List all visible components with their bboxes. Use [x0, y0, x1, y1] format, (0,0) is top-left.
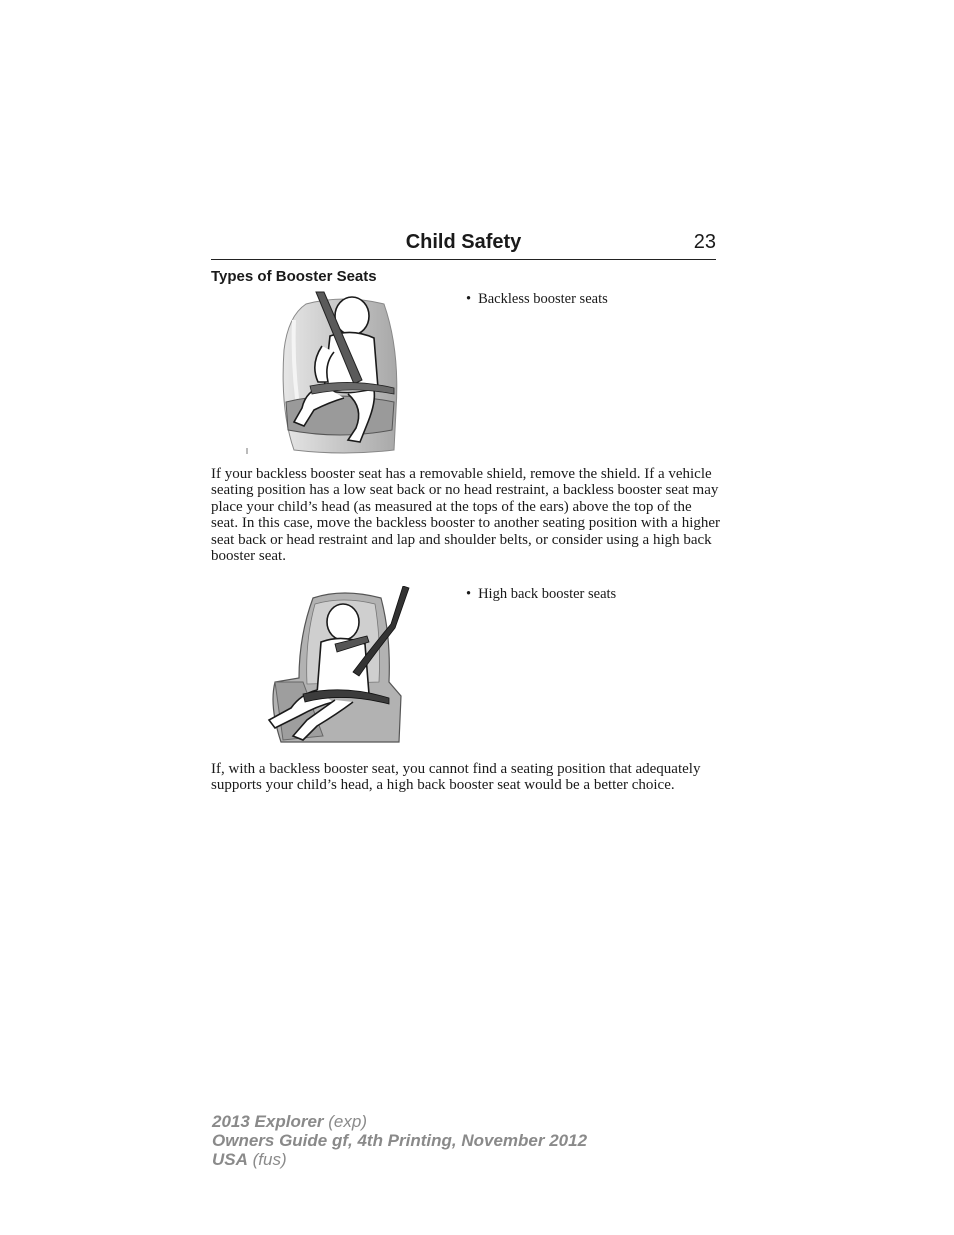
paragraph-high-back-choice: If, with a backless booster seat, you cannot find a seating position that adequately supports your child’s head, a high back booster seat would be a better choice.	[211, 761, 701, 794]
footer-model: 2013 Explorer	[212, 1112, 324, 1131]
bullet-backless-booster	[466, 291, 608, 308]
footer-guide: Owners Guide gf, 4th Printing, November 2012	[212, 1131, 588, 1150]
chapter-title: Child Safety	[405, 231, 522, 253]
bullet-text: High back booster seats	[478, 586, 617, 602]
bullet-high-back-booster	[466, 586, 616, 603]
footer-market-code: (fus)	[252, 1150, 287, 1169]
footer-model-line	[212, 1112, 587, 1131]
footer-model-code: (exp)	[328, 1112, 367, 1131]
bullet-dot: •	[466, 586, 472, 602]
footer-market-line	[212, 1150, 587, 1169]
bullet-text: Backless booster seats	[478, 291, 608, 307]
high-back-booster-illustration	[263, 586, 411, 746]
page-footer	[212, 1112, 587, 1169]
page-number: 23	[693, 231, 716, 253]
footer-market: USA	[212, 1150, 248, 1169]
page-header	[211, 229, 716, 260]
backless-booster-illustration	[244, 290, 404, 458]
paragraph-removable-shield: If your backless booster seat has a removable shield, remove the shield. If a vehicle seating position has a low seat back or no head restraint, a backless booster seat may place your child’s head (as measured at the tops of the ears) above the top of the seat. In this case, move the backless booster to another seating position with a higher seat back or head restraint and lap and shoulder belts, or consider using a high back booster seat.	[211, 466, 721, 565]
bullet-dot: •	[466, 291, 472, 307]
section-heading: Types of Booster Seats	[211, 268, 377, 285]
